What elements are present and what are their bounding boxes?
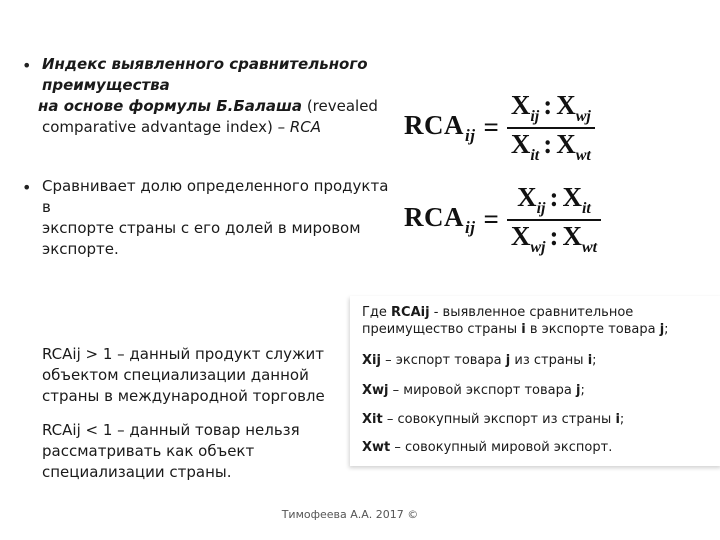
bullet-marker: • (22, 178, 32, 197)
rca-comparison-line: экспорте. (42, 240, 119, 258)
legend-xwt: Xwt – совокупный мировой экспорт. (362, 440, 613, 455)
rca-greater-than-one (42, 344, 332, 407)
interpretation-line: специализации страны. (42, 463, 232, 481)
index-name-label: comparative advantage index) – (42, 118, 290, 136)
balassa-formula-label: на основе формулы Б.Балаша (38, 97, 303, 115)
rca-abbreviation: RCA (289, 118, 322, 136)
rca-definition-line (38, 96, 382, 117)
rca-less-than-one (42, 420, 332, 483)
rca-comparison-line: Сравнивает долю определенного продукта в (42, 177, 389, 216)
fraction-numerator: $X_{ij}$ : $X_{wj}$ (510, 90, 591, 125)
rca-formula-2 (404, 182, 601, 257)
formula-fraction (507, 182, 601, 257)
equals-sign: = (483, 204, 499, 234)
rca-definition-text (38, 54, 382, 138)
legend-xit: Xit – совокупный экспорт из страны i; (362, 412, 625, 427)
interpretation-line: страны в международной торговле (42, 387, 325, 405)
legend-intro (362, 304, 712, 338)
bullet-marker: • (22, 56, 32, 75)
formula-lhs: $RCA_{ij}$ (404, 201, 476, 237)
rca-definition-line: Индекс выявленного сравнительного (42, 55, 368, 73)
fraction-numerator: $X_{ij}$ : $X_{it}$ (517, 182, 591, 217)
revealed-label: (revealed (302, 97, 378, 115)
legend-intro-line: Где RCAij - выявленное сравнительное (362, 305, 634, 320)
interpretation-line: RCAij < 1 – данный товар нельзя (42, 421, 300, 439)
rca-comparison-line: экспорте страны с его долей в мировом (42, 219, 361, 237)
rca-comparison-text (42, 176, 394, 260)
legend-intro-line: преимущество страны i в экспорте товара j; (362, 322, 669, 337)
fraction-denominator: $X_{wj}$ : $X_{wt}$ (510, 221, 598, 256)
interpretation-line: RCAij > 1 – данный продукт служит (42, 345, 324, 363)
formula-lhs: $RCA_{ij}$ (404, 109, 476, 145)
formula-fraction (507, 90, 595, 165)
rca-formula-1 (404, 90, 595, 165)
interpretation-line: рассматривать как объект (42, 442, 255, 460)
interpretation-line: объектом специализации данной (42, 366, 309, 384)
slide-footer: Тимофеева А.А. 2017 © (281, 508, 419, 521)
rca-definition-line (42, 117, 382, 138)
equals-sign: = (483, 112, 499, 142)
fraction-denominator: $X_{it}$ : $X_{wt}$ (510, 129, 591, 164)
rca-definition-line: преимущества (42, 76, 170, 94)
legend-xwj: Xwj – мировой экспорт товара j; (362, 383, 585, 398)
legend-xij: Xij – экспорт товара j из страны i; (362, 353, 597, 368)
